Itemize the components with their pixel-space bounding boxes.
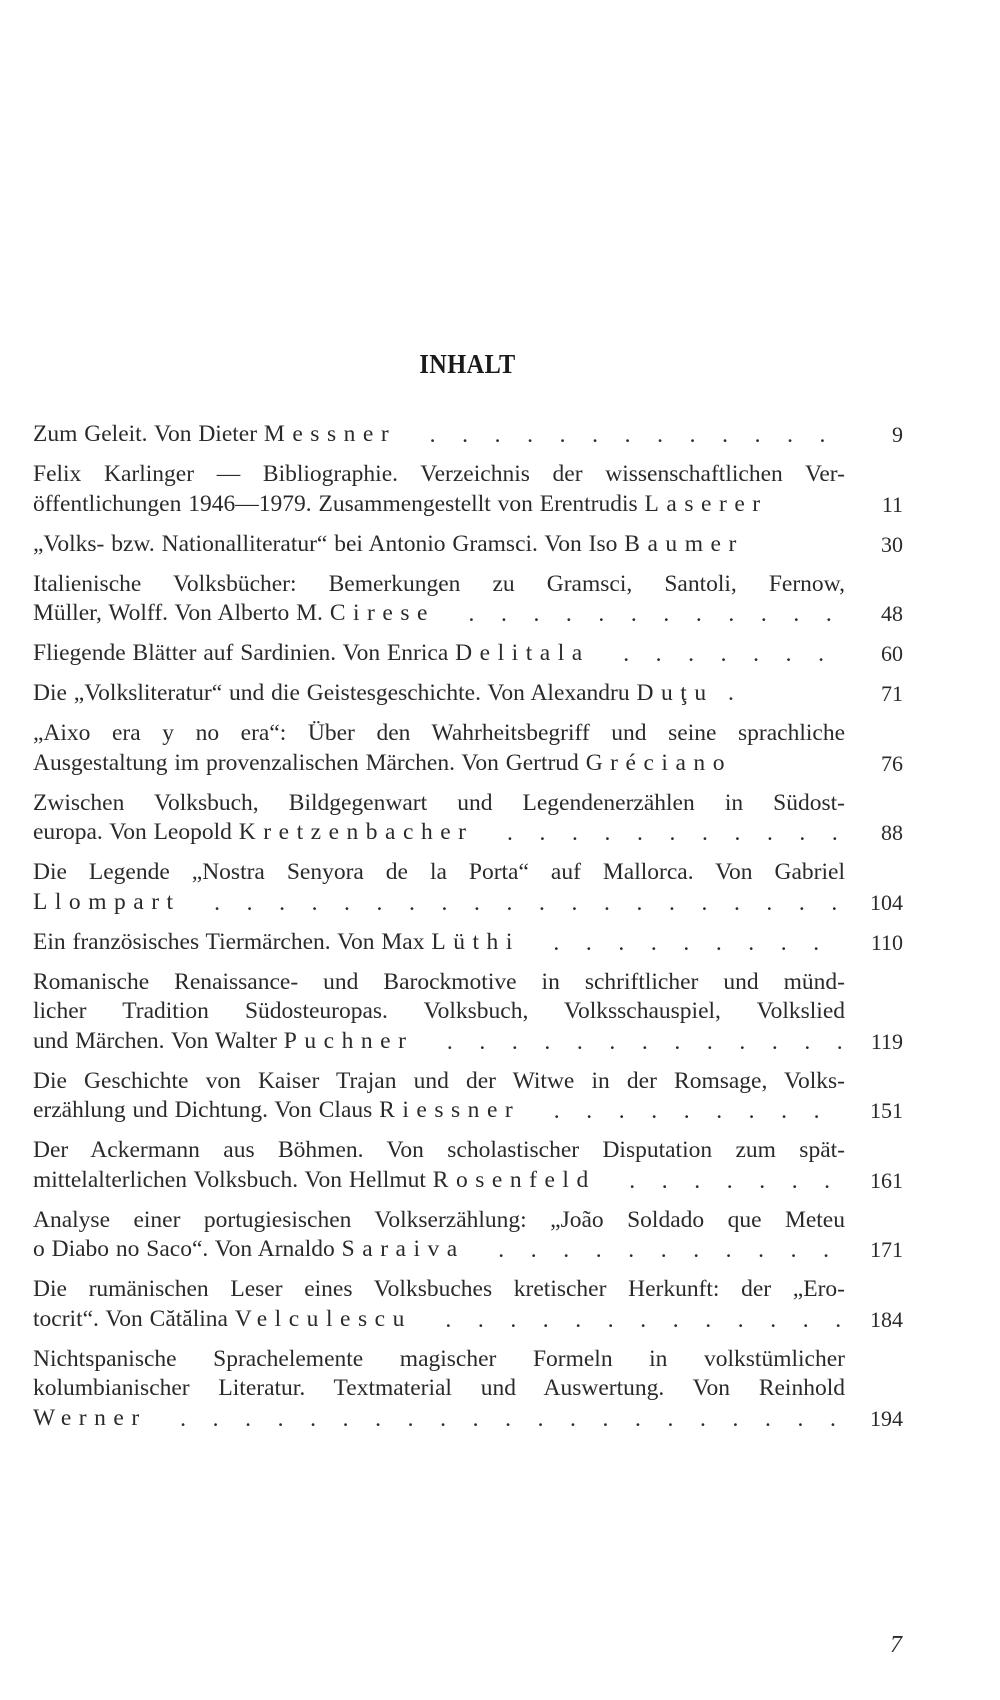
toc-entry-title: Zum Geleit. Von Dieter	[33, 421, 264, 447]
toc-entry-line	[33, 639, 845, 669]
toc-entry-author: Saraiva . . .	[342, 1236, 465, 1262]
toc-entry-line	[33, 460, 845, 490]
toc-entry-title: und Märchen. Von Walter	[33, 1027, 284, 1054]
toc-entry-title: „Volks- bzw. Nationalliteratur“ bei Antonio Gramsci. Von Iso	[33, 530, 625, 557]
toc-entry-line	[33, 1235, 845, 1265]
toc-entry-title: europa. Von Leopold	[33, 819, 239, 845]
toc-entry-line	[33, 1067, 845, 1097]
toc-entry-title: öffentlichungen 1946—1979. Zusammengestellt von Erentrudis	[33, 490, 645, 517]
toc-entry-title: kolumbianischer Literatur. Textmaterial und Auswertung. Von Reinhold	[33, 1375, 845, 1401]
toc-entry-author: Puchner . . .	[284, 1028, 414, 1054]
toc-entry-title: Analyse einer portugiesischen Volkserzählung: „João Soldado que Meteu	[33, 1206, 845, 1233]
toc-entry-page: 76	[881, 750, 903, 776]
toc-entry-title: o Diabo no Saco“. Von Arnaldo	[33, 1236, 342, 1262]
toc-entry-page: 88	[881, 820, 903, 845]
toc-entry-title: Die „Volksliteratur“ und die Geistesgeschichte. Von Alexandru	[33, 680, 637, 706]
toc-entry[interactable]	[33, 968, 903, 1057]
toc-entry-line	[33, 888, 845, 918]
toc-entry[interactable]	[33, 1275, 903, 1334]
toc-entry-line	[33, 858, 845, 888]
toc-entry-line	[33, 1166, 845, 1196]
table-of-contents	[33, 420, 903, 1444]
toc-entry[interactable]	[33, 1345, 903, 1434]
toc-entry-title: Zwischen Volksbuch, Bildgegenwart und Legendenerzählen in Südost-	[33, 789, 845, 816]
toc-entry-author: Llompart . . .	[33, 889, 181, 915]
toc-entry-line	[33, 490, 845, 520]
toc-entry[interactable]	[33, 460, 903, 519]
toc-entry-page: 194	[870, 1405, 903, 1431]
toc-entry-page: 184	[870, 1306, 903, 1332]
page-title: INHALT	[419, 349, 516, 379]
toc-entry-title: „Aixo era y no era“: Über den Wahrheitsbegriff und seine sprachliche	[33, 720, 845, 746]
toc-entry-line	[33, 997, 845, 1027]
toc-entry-author: Kretzenbacher . . .	[239, 819, 474, 845]
toc-entry[interactable]	[33, 639, 903, 669]
toc-entry[interactable]	[33, 719, 903, 778]
toc-entry[interactable]	[33, 420, 903, 450]
toc-entry[interactable]	[33, 570, 903, 629]
toc-entry-line	[33, 1404, 845, 1434]
toc-entry-author: Lüthi . . .	[431, 929, 520, 955]
toc-entry-page: 48	[881, 601, 903, 626]
toc-entry[interactable]	[33, 928, 903, 958]
toc-entry[interactable]	[33, 1136, 903, 1195]
toc-entry-author: Laserer	[644, 490, 768, 517]
toc-entry-line	[33, 719, 845, 749]
toc-entry-line	[33, 1374, 845, 1404]
toc-entry-title: erzählung und Dichtung. Von Claus	[33, 1097, 380, 1123]
toc-entry-line	[33, 1206, 845, 1236]
toc-entry-title: Der Ackermann aus Böhmen. Von scholastischer Disputation zum spät-	[33, 1137, 845, 1163]
toc-entry-line	[33, 928, 845, 958]
toc-entry-title: Ausgestaltung im provenzalischen Märchen. Von Gertrud	[33, 749, 586, 776]
toc-entry-author: Velculescu . . .	[235, 1306, 412, 1332]
toc-entry-line	[33, 679, 845, 709]
toc-entry-line	[33, 749, 845, 779]
toc-entry-line	[33, 1275, 845, 1305]
toc-entry-line	[33, 818, 845, 848]
toc-entry-line	[33, 968, 845, 998]
toc-entry[interactable]	[33, 679, 903, 709]
toc-entry-line	[33, 530, 845, 560]
toc-entry-title: Müller, Wolff. Von Alberto M.	[33, 600, 330, 626]
toc-entry-page: 171	[870, 1237, 903, 1262]
toc-entry-title: Die Legende „Nostra Senyora de la Porta“ auf Mallorca. Von Gabriel	[33, 859, 845, 885]
toc-entry[interactable]	[33, 1206, 903, 1265]
toc-entry-line	[33, 789, 845, 819]
toc-entry-line	[33, 599, 845, 629]
toc-entry-line	[33, 570, 845, 600]
toc-entry-author: Delitala . . .	[455, 640, 590, 666]
toc-entry-author: Rosenfeld . . .	[433, 1167, 596, 1193]
toc-entry-title: Nichtspanische Sprachelemente magischer Formeln in volkstümlicher	[33, 1345, 845, 1372]
toc-entry-title: Die rumänischen Leser eines Volksbuches kretischer Herkunft: der „Ero-	[33, 1276, 845, 1302]
toc-entry-author: Werner . . .	[33, 1405, 147, 1431]
toc-entry[interactable]	[33, 1067, 903, 1126]
toc-entry-title: Ein französisches Tiermärchen. Von Max	[33, 928, 432, 955]
toc-entry-author: Gréciano	[585, 749, 732, 776]
toc-entry-title: tocrit“. Von Cătălina	[33, 1305, 235, 1332]
toc-entry-page: 104	[870, 889, 903, 915]
toc-entry-page: 110	[870, 929, 903, 955]
toc-entry-title: mittelalterlichen Volksbuch. Von Hellmut	[33, 1166, 433, 1193]
toc-entry-title: licher Tradition Südosteuropas. Volksbuch, Volksschauspiel, Volkslied	[33, 998, 845, 1024]
page-number: 7	[890, 1632, 902, 1658]
toc-entry-line	[33, 1027, 845, 1057]
toc-entry-line	[33, 1136, 845, 1166]
toc-entry[interactable]	[33, 530, 903, 560]
toc-entry-page: 9	[892, 422, 903, 447]
toc-entry-line	[33, 1345, 845, 1375]
toc-entry-author: Baumer	[624, 530, 744, 557]
toc-entry-page: 71	[881, 681, 903, 706]
toc-entry-author: Riessner . . .	[379, 1097, 520, 1123]
toc-entry-author: Duţu .	[636, 680, 742, 706]
toc-entry-page: 30	[881, 531, 903, 557]
toc-entry-title: Fliegende Blätter auf Sardinien. Von Enrica	[33, 640, 456, 666]
toc-entry-title: Romanische Renaissance- und Barockmotive in schriftlicher und münd-	[33, 968, 845, 995]
toc-entry-page: 11	[881, 491, 903, 517]
toc-entry[interactable]	[33, 789, 903, 848]
toc-entry-page: 60	[881, 641, 903, 666]
toc-entry-author: Messner . . .	[264, 421, 396, 447]
toc-entry-line	[33, 1305, 845, 1335]
toc-entry-title: Die Geschichte von Kaiser Trajan und der Witwe in der Romsage, Volks-	[33, 1067, 845, 1094]
toc-entry-title: Felix Karlinger — Bibliographie. Verzeichnis der wissenschaftlichen Ver-	[33, 461, 845, 487]
toc-entry-page: 119	[870, 1028, 903, 1054]
toc-entry-line	[33, 420, 845, 450]
toc-entry-page: 151	[870, 1098, 903, 1123]
toc-entry-page: 161	[870, 1167, 903, 1193]
toc-entry-author: Cirese . . .	[330, 600, 435, 626]
toc-entry-title: Italienische Volksbücher: Bemerkungen zu Gramsci, Santoli, Fernow,	[33, 570, 845, 597]
toc-entry[interactable]	[33, 858, 903, 917]
toc-entry-line	[33, 1096, 845, 1126]
